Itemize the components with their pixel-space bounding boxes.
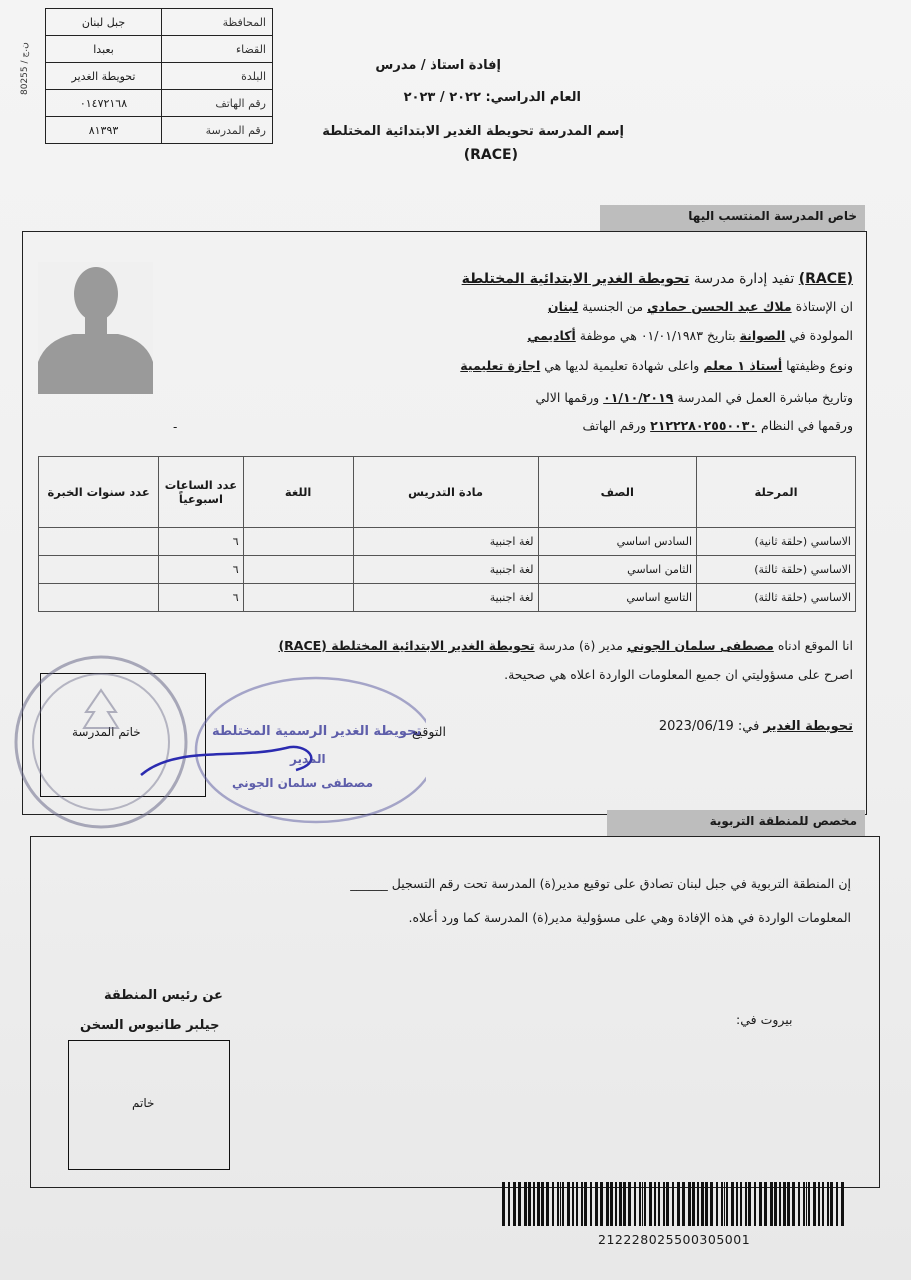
decl-line-5 xyxy=(536,390,853,405)
barcode-bar xyxy=(806,1182,807,1226)
barcode-bar xyxy=(783,1182,786,1226)
teacher-name: ملاك عبد الحسن حمادي xyxy=(647,299,792,314)
info-value: بعبدا xyxy=(46,36,162,63)
barcode-bar xyxy=(721,1182,723,1226)
dash-mark: - xyxy=(173,420,178,434)
barcode-bar xyxy=(710,1182,713,1226)
cell: الثامن اساسي xyxy=(538,556,697,584)
academic-year: العام الدراسي: ٢٠٢٢ / ٢٠٢٣ xyxy=(403,90,581,105)
table-header-row xyxy=(39,457,856,528)
barcode-bar xyxy=(770,1182,773,1226)
barcode-bar xyxy=(754,1182,756,1226)
document-title: إفادة استاذ / مدرس xyxy=(375,58,501,73)
decl-line-1 xyxy=(462,271,853,287)
barcode-bar xyxy=(740,1182,742,1226)
barcode-bar xyxy=(572,1182,574,1226)
barcode-bar xyxy=(822,1182,824,1226)
barcode-bar xyxy=(841,1182,844,1226)
info-row xyxy=(46,117,273,144)
line2-mid: من الجنسية xyxy=(582,299,644,314)
region-head-title: عن رئيس المنطقة xyxy=(104,988,223,1003)
director-name: مصطفى سلمان الجوني xyxy=(626,638,774,653)
school-name: تحويطة الغدير الابتدائية المختلطة xyxy=(461,271,690,287)
cell: ٦ xyxy=(159,584,243,612)
region-line-2: المعلومات الواردة في هذه الإفادة وهي على مسؤولية مدير(ة) المدرسة كما ورد أعلاه. xyxy=(408,910,851,925)
barcode-bar xyxy=(518,1182,521,1226)
cell xyxy=(39,556,159,584)
cell: التاسع اساسي xyxy=(538,584,697,612)
cell xyxy=(243,528,353,556)
barcode-bar xyxy=(595,1182,598,1226)
job-title: أكاديمي xyxy=(527,328,576,343)
cell xyxy=(243,584,353,612)
cell: الاساسي (حلقة ثالثة) xyxy=(697,584,856,612)
cell xyxy=(39,584,159,612)
barcode-bar xyxy=(634,1182,636,1226)
cell: الاساسي (حلقة ثالثة) xyxy=(697,556,856,584)
barcode-bar xyxy=(541,1182,544,1226)
barcode-bar xyxy=(623,1182,626,1226)
school-code: (RACE) xyxy=(798,271,853,287)
barcode-bar xyxy=(663,1182,665,1226)
info-label: البلدة xyxy=(162,63,273,90)
barcode-bar xyxy=(615,1182,617,1226)
info-value: جبل لبنان xyxy=(46,9,162,36)
barcode-bar xyxy=(803,1182,805,1226)
line5-post: ورقمها الالي xyxy=(535,390,600,405)
barcode-bar xyxy=(787,1182,790,1226)
barcode-bar xyxy=(705,1182,708,1226)
section-school-title: خاص المدرسة المنتسب اليها xyxy=(600,205,865,231)
barcode-bar xyxy=(533,1182,535,1226)
cell xyxy=(243,556,353,584)
info-value: ٨١٣٩٣ xyxy=(46,117,162,144)
system-number: ٢١٢٢٢٨٠٢٥٥٠٠٣٠ xyxy=(650,418,757,433)
barcode-bar xyxy=(628,1182,631,1226)
cell: السادس اساسي xyxy=(538,528,697,556)
decl-line-3 xyxy=(527,328,853,343)
table-row xyxy=(39,584,856,612)
barcode-bar xyxy=(546,1182,549,1226)
barcode-bar xyxy=(759,1182,762,1226)
barcode-bar xyxy=(798,1182,800,1226)
declaration-line-2: اصرح على مسؤوليتي ان جميع المعلومات الواردة اعلاه هي صحيحة. xyxy=(504,667,853,682)
barcode-bar xyxy=(642,1182,643,1226)
school-info-table xyxy=(45,8,273,144)
barcode-bar xyxy=(716,1182,718,1226)
beirut-date-label: بيروت في: xyxy=(736,1012,793,1027)
col-header: اللغة xyxy=(243,457,353,528)
line4-pre: ونوع وظيفتها xyxy=(786,358,853,373)
nationality: لبنان xyxy=(547,299,579,314)
barcode-bar xyxy=(666,1182,669,1226)
info-row xyxy=(46,90,273,117)
col-header: مادة التدريس xyxy=(353,457,538,528)
barcode-bar xyxy=(502,1182,505,1226)
info-label: المحافظة xyxy=(162,9,273,36)
barcode-bar xyxy=(701,1182,704,1226)
line5-pre: وتاريخ مباشرة العمل في المدرسة xyxy=(677,390,853,405)
barcode-bar xyxy=(619,1182,622,1226)
barcode-bar xyxy=(672,1182,674,1226)
decl-school: تحويطة الغدير الابتدائية المختلطة (RACE) xyxy=(278,638,535,653)
cell xyxy=(39,528,159,556)
barcode-bar xyxy=(818,1182,820,1226)
stamp-text-line-1: تحويطة الغدير الرسمية المختلطة xyxy=(212,724,422,739)
barcode-bar xyxy=(560,1182,561,1226)
col-header: عدد الساعات اسبوعياً xyxy=(159,457,243,528)
barcode-bar xyxy=(813,1182,816,1226)
barcode-bar xyxy=(779,1182,781,1226)
cell: ٦ xyxy=(159,556,243,584)
barcode-bar xyxy=(830,1182,833,1226)
barcode-bar xyxy=(688,1182,691,1226)
barcode-bar xyxy=(567,1182,570,1226)
cell: لغة اجنبية xyxy=(353,556,538,584)
table-row xyxy=(39,556,856,584)
region-stamp-label: خاتم xyxy=(132,1096,155,1110)
barcode-bar xyxy=(724,1182,725,1226)
col-header: عدد سنوات الخبرة xyxy=(39,457,159,528)
col-header: المرحلة xyxy=(697,457,856,528)
barcode-bar xyxy=(658,1182,660,1226)
line4-mid: واعلى شهادة تعليمية لديها هي xyxy=(544,358,700,373)
barcode-bar xyxy=(584,1182,587,1226)
barcode-bar xyxy=(836,1182,838,1226)
barcode-bar xyxy=(748,1182,751,1226)
barcode-bar xyxy=(736,1182,738,1226)
barcode-bar xyxy=(808,1182,810,1226)
barcode-bar xyxy=(726,1182,728,1226)
barcode-bar xyxy=(827,1182,829,1226)
decl-line-6 xyxy=(583,418,853,433)
sign-date: 2023/06/19 xyxy=(658,719,734,734)
barcode-bar xyxy=(774,1182,777,1226)
info-row xyxy=(46,63,273,90)
decl-mid: مدير (ة) مدرسة xyxy=(538,638,623,653)
info-label: رقم المدرسة xyxy=(162,117,273,144)
teaching-table xyxy=(38,456,856,612)
info-row xyxy=(46,36,273,63)
info-value: تحويطة الغدير xyxy=(46,63,162,90)
barcode-bar xyxy=(792,1182,795,1226)
barcode-bar xyxy=(557,1182,559,1226)
barcode-bar xyxy=(524,1182,527,1226)
stamp-text-line-2: المدير xyxy=(290,752,326,766)
info-label: رقم الهاتف xyxy=(162,90,273,117)
decl-line-4 xyxy=(460,358,853,373)
school-stamp-label: خاتم المدرسة xyxy=(72,725,141,739)
place-label: تحويطة الغدير xyxy=(763,719,853,734)
decl-line-2 xyxy=(548,299,853,314)
cell: لغة اجنبية xyxy=(353,584,538,612)
place-suffix: في: xyxy=(737,719,760,734)
barcode-bar xyxy=(682,1182,685,1226)
line1-pre: تفيد إدارة مدرسة xyxy=(693,271,795,287)
barcode-bar xyxy=(677,1182,680,1226)
school-code-header: (RACE) xyxy=(463,147,518,163)
barcode-bar xyxy=(654,1182,656,1226)
barcode-bar xyxy=(649,1182,652,1226)
barcode-bar xyxy=(528,1182,531,1226)
barcode-bar xyxy=(590,1182,592,1226)
barcode-bar xyxy=(731,1182,734,1226)
certificate: اجازة تعليمية xyxy=(460,358,541,373)
barcode-bar xyxy=(581,1182,583,1226)
barcode-bar xyxy=(692,1182,695,1226)
line6-post: ورقم الهاتف xyxy=(582,418,647,433)
cell: الاساسي (حلقة ثانية) xyxy=(697,528,856,556)
info-label: القضاء xyxy=(162,36,273,63)
line3-mid: بتاريخ ٠١/٠١/١٩٨٣ هي موظفة xyxy=(579,328,736,343)
role: أستاذ ١ معلم xyxy=(703,358,783,373)
barcode-bar xyxy=(552,1182,554,1226)
barcode-image xyxy=(500,1182,850,1226)
barcode-bar xyxy=(606,1182,609,1226)
region-line-1: إن المنطقة التربوية في جبل لبنان تصادق على توقيع مدير(ة) المدرسة تحت رقم التسجيل ______ xyxy=(350,876,851,891)
barcode-bar xyxy=(697,1182,699,1226)
side-reference-code: ن.ج / 80255 xyxy=(20,42,30,95)
cell: ٦ xyxy=(159,528,243,556)
birth-place: الصوانة xyxy=(739,328,786,343)
section-region-title: مخصص للمنطقة التربوية xyxy=(607,810,865,836)
info-value: ٠١٤٧٢١٦٨ xyxy=(46,90,162,117)
col-header: الصف xyxy=(538,457,697,528)
line3-pre: المولودة في xyxy=(789,328,853,343)
barcode-bar xyxy=(639,1182,641,1226)
barcode-number: 212228025500305001 xyxy=(598,1232,751,1247)
place-date-line xyxy=(659,719,853,734)
official-stamp-marks xyxy=(6,650,426,830)
barcode-bar xyxy=(576,1182,578,1226)
barcode-bar xyxy=(764,1182,767,1226)
barcode-bar xyxy=(745,1182,747,1226)
decl-pre: انا الموقع ادناه xyxy=(777,638,853,653)
barcode-bar xyxy=(600,1182,603,1226)
stamp-text-line-3: مصطفى سلمان الجوني xyxy=(232,776,374,790)
school-name-header: إسم المدرسة تحويطة الغدير الابتدائية المختلطة xyxy=(322,124,624,139)
signature-label: التوقيع xyxy=(412,724,446,739)
line2-pre: ان الإستاذة xyxy=(795,299,853,314)
info-row xyxy=(46,9,273,36)
barcode-bar xyxy=(610,1182,613,1226)
person-photo-placeholder xyxy=(38,262,153,394)
cell: لغة اجنبية xyxy=(353,528,538,556)
barcode-bar xyxy=(562,1182,564,1226)
barcode-bar xyxy=(537,1182,540,1226)
line6-pre: ورقمها في النظام xyxy=(760,418,853,433)
barcode-bar xyxy=(513,1182,516,1226)
barcode-bar xyxy=(644,1182,646,1226)
barcode-bar xyxy=(508,1182,510,1226)
region-head-name: جيلبر طانيوس السخن xyxy=(80,1018,220,1033)
start-date: ٠١/١٠/٢٠١٩ xyxy=(603,390,674,405)
table-row xyxy=(39,528,856,556)
